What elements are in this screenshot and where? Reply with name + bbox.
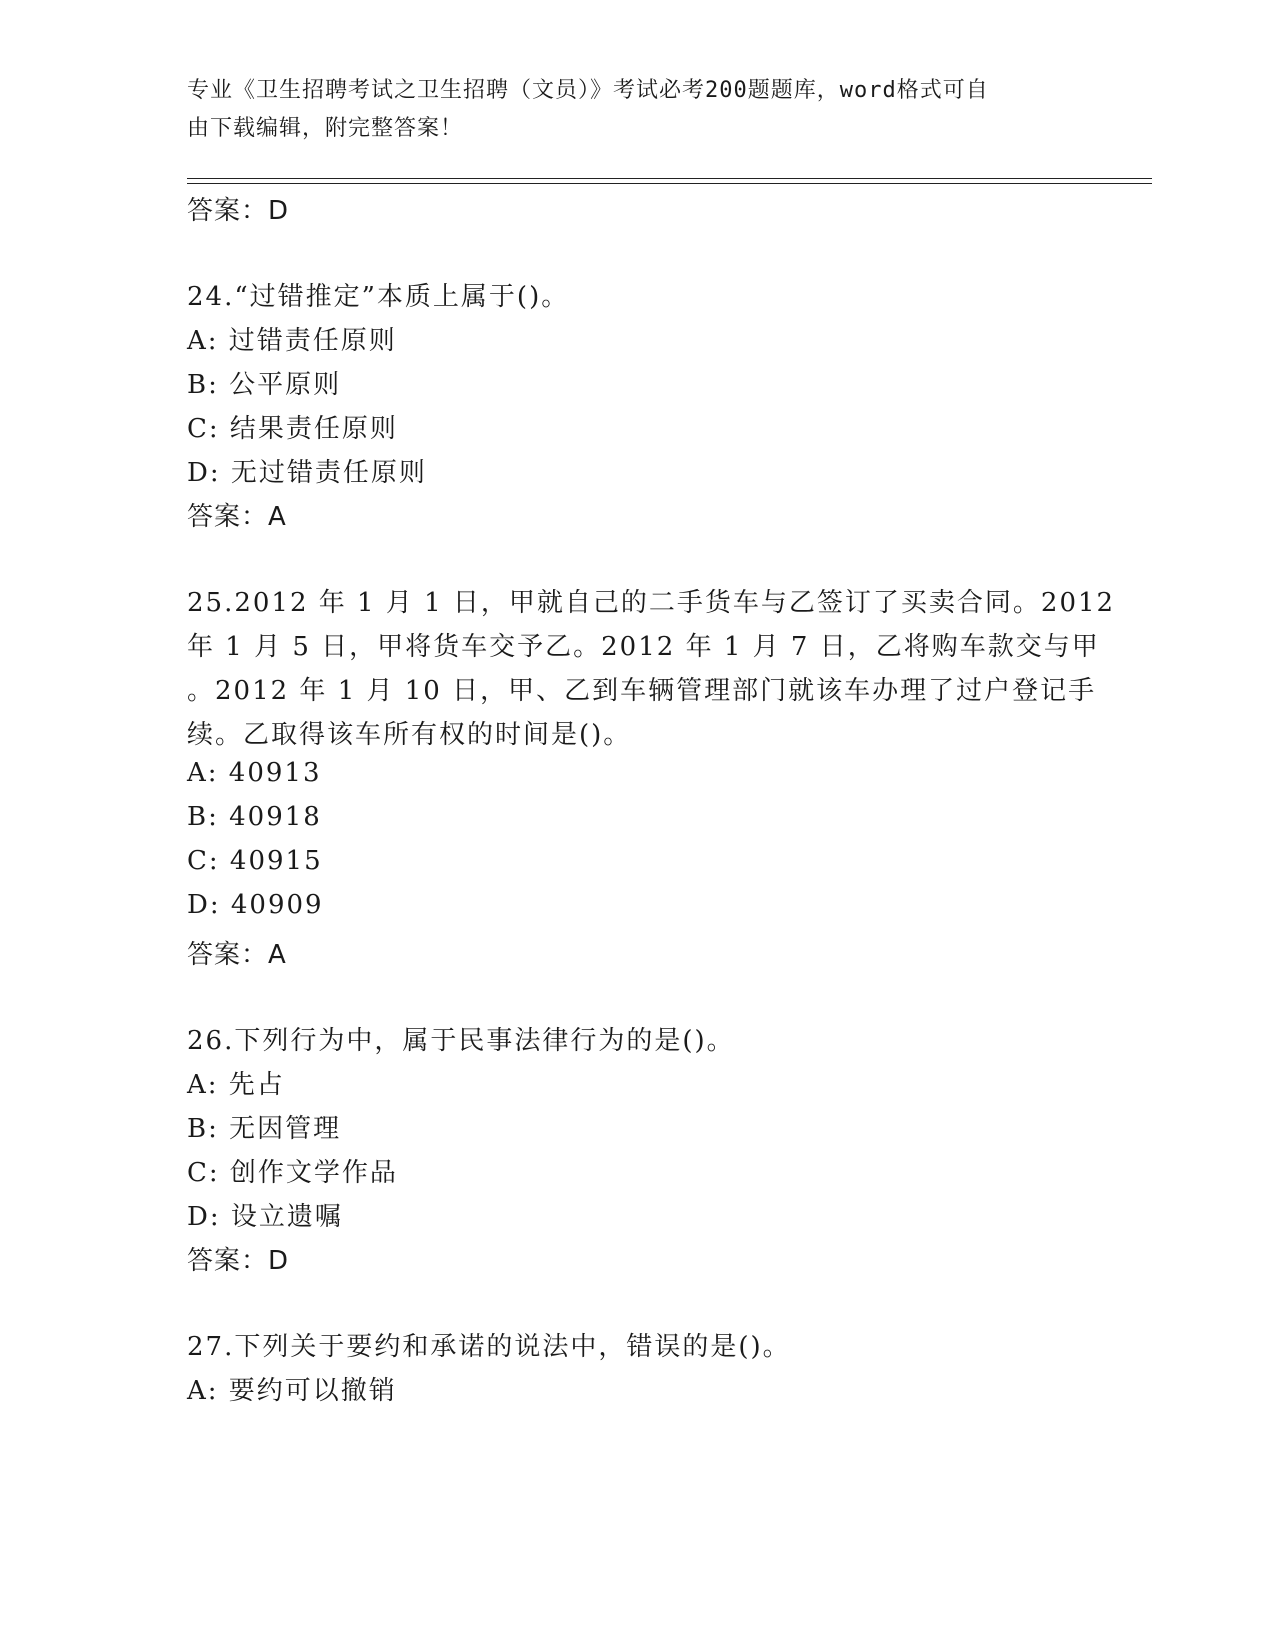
question-25-stem-line-3: 。2012 年 1 月 10 日，甲、乙到车辆管理部门就该车办理了过户登记手 [187,676,1097,706]
header-line-2: 由下载编辑，附完整答案！ [187,116,464,141]
question-25-stem-line-1: 25.2012 年 1 月 1 日，甲就自己的二手货车与乙签订了买卖合同。2012 [187,588,1116,618]
question-26-option-b: B: 无因管理 [187,1114,342,1144]
question-24-option-d: D: 无过错责任原则 [187,458,427,488]
question-26-option-d: D: 设立遗嘱 [187,1202,343,1232]
question-26-option-a: A: 先占 [187,1070,285,1100]
document-header [187,72,1067,148]
question-25-option-d: D: 40909 [187,890,324,920]
header-rule-bottom [187,183,1152,184]
question-24-option-c: C: 结果责任原则 [187,414,398,444]
question-27-option-a: A: 要约可以撤销 [187,1376,397,1406]
question-25-stem-line-4: 续。乙取得该车所有权的时间是()。 [187,720,632,750]
question-25-answer: 答案：A [187,940,287,970]
question-26-answer: 答案：D [187,1246,290,1276]
answer-23: 答案：D [187,196,290,226]
header-line-1: 专业《卫生招聘考试之卫生招聘（文员）》考试必考200题题库，word格式可自 [187,78,989,103]
question-24-option-b: B: 公平原则 [187,370,342,400]
question-24-answer: 答案：A [187,502,287,532]
question-25-option-a: A: 40913 [187,758,322,788]
question-25-option-b: B: 40918 [187,802,322,832]
question-26-stem: 26.下列行为中，属于民事法律行为的是()。 [187,1026,735,1056]
question-24-option-a: A: 过错责任原则 [187,326,397,356]
question-26-option-c: C: 创作文学作品 [187,1158,398,1188]
question-25-stem-line-2: 年 1 月 5 日，甲将货车交予乙。2012 年 1 月 7 日，乙将购车款交与甲 [187,632,1100,662]
question-24-stem: 24.“过错推定”本质上属于()。 [187,282,570,312]
header-rule-top [187,178,1152,179]
question-27-stem: 27.下列关于要约和承诺的说法中，错误的是()。 [187,1332,791,1362]
question-25-option-c: C: 40915 [187,846,323,876]
